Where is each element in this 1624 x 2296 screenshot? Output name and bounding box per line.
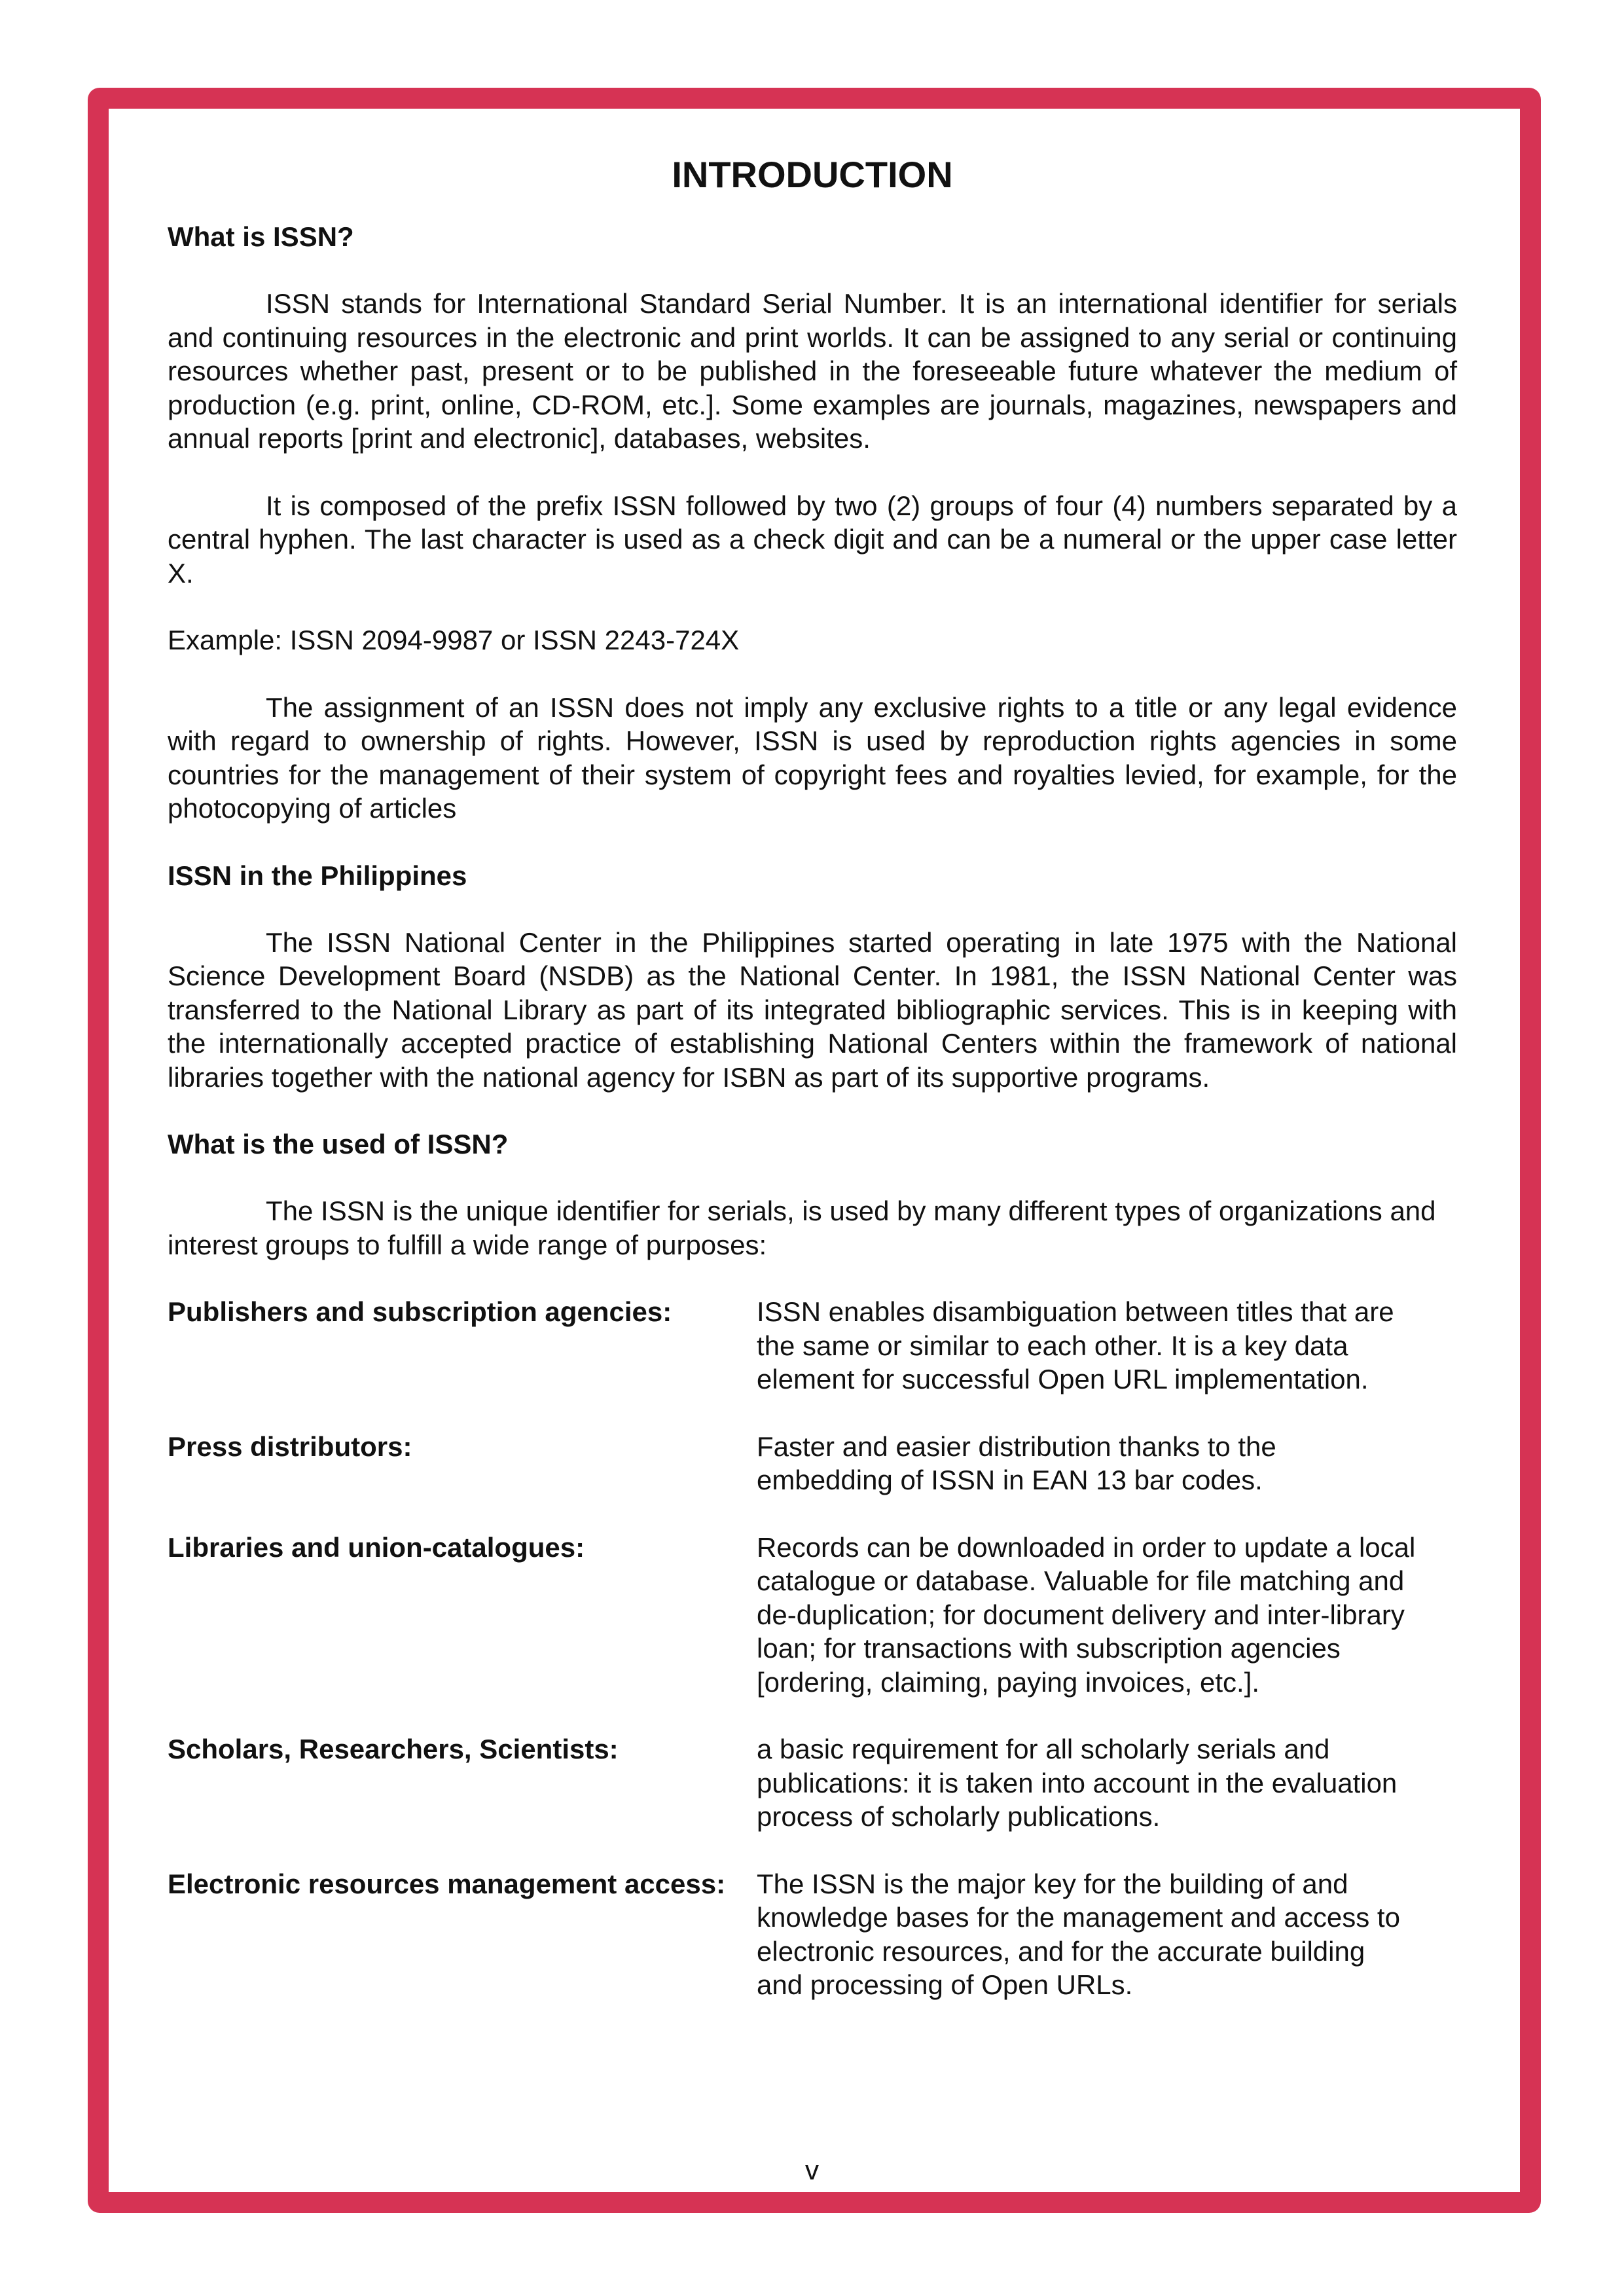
heading-issn-philippines: ISSN in the Philippines bbox=[168, 860, 467, 891]
page-number: v bbox=[805, 2155, 819, 2185]
paragraph-issn-example: Example: ISSN 2094-9987 or ISSN 2243-724X bbox=[168, 625, 740, 655]
use-label: Scholars, Researchers, Scientists: bbox=[168, 1734, 619, 1764]
use-label: Press distributors: bbox=[168, 1430, 412, 1462]
paragraph-philippines-history: The ISSN National Center in the Philippines started operating in late 1975 with the National Science Development Board (NSDB) as the National Center. In 1981, the ISSN National Center was transferred to the National Library as part of its integrated bibliographic services. This is in keeping with the internationally accepted practice of establishing National Centers within the framework of national libraries together with the national agency for ISBN as part of its supportive programs. bbox=[168, 926, 1457, 1093]
paragraph-issn-composition: It is composed of the prefix ISSN followed by two (2) groups of four (4) numbers separated by a central hyphen. The last character is used as a check digit and can be a numeral or the upper case letter X. bbox=[168, 490, 1457, 589]
use-description: Faster and easier distribution thanks to the embedding of ISSN in EAN 13 bar codes. bbox=[757, 1430, 1276, 1495]
use-label: Libraries and union-catalogues: bbox=[168, 1531, 585, 1563]
use-description: Records can be downloaded in order to update a local catalogue or database. Valuable for file matching and de-duplication; for document delivery and inter-library loan; for transactions with subscription agencies [ordering, claiming, paying invoices, etc.]. bbox=[757, 1531, 1416, 1698]
use-item bbox=[168, 1295, 1457, 1396]
heading-what-is-issn: What is ISSN? bbox=[168, 221, 354, 252]
page-content bbox=[168, 144, 1457, 2035]
use-description: The ISSN is the major key for the building of and knowledge bases for the management and access to electronic resources, and for the accurate building and processing of Open URLs. bbox=[757, 1868, 1400, 2000]
use-item bbox=[168, 1732, 1457, 1834]
paragraph-issn-definition: ISSN stands for International Standard Serial Number. It is an international identifier for serials and continuing resources in the electronic and print worlds. It can be assigned to any serial or continuing resources whether past, present or to be published in the foreseeable future whatever the medium of production (e.g. print, online, CD-ROM, etc.]. Some examples are journals, magazines, newspapers and annual reports [print and electronic], databases, websites. bbox=[168, 288, 1457, 454]
page-title: INTRODUCTION bbox=[672, 154, 953, 195]
use-item bbox=[168, 1430, 1457, 1497]
use-item bbox=[168, 1867, 1457, 2002]
use-label: Publishers and subscription agencies: bbox=[168, 1296, 672, 1327]
paragraph-issn-rights: The assignment of an ISSN does not imply any exclusive rights to a title or any legal evidence with regard to ownership of rights. However, ISSN is used by reproduction rights agencies in some countries for the management of their system of copyright fees and royalties levied, for example, for the photocopying of articles bbox=[168, 691, 1457, 824]
use-description: a basic requirement for all scholarly serials and publications: it is taken into account in the evaluation process of scholarly publications. bbox=[757, 1734, 1398, 1832]
use-description: ISSN enables disambiguation between titles that are the same or similar to each other. It is a key data element for successful Open URL implementation. bbox=[757, 1296, 1394, 1394]
paragraph-uses-intro: The ISSN is the unique identifier for serials, is used by many different types of organizations and interest groups to fulfill a wide range of purposes: bbox=[168, 1195, 1436, 1260]
uses-list bbox=[168, 1295, 1457, 2002]
use-label: Electronic resources management access: bbox=[168, 1868, 726, 1899]
heading-issn-uses: What is the used of ISSN? bbox=[168, 1129, 509, 1159]
use-item bbox=[168, 1531, 1457, 1700]
